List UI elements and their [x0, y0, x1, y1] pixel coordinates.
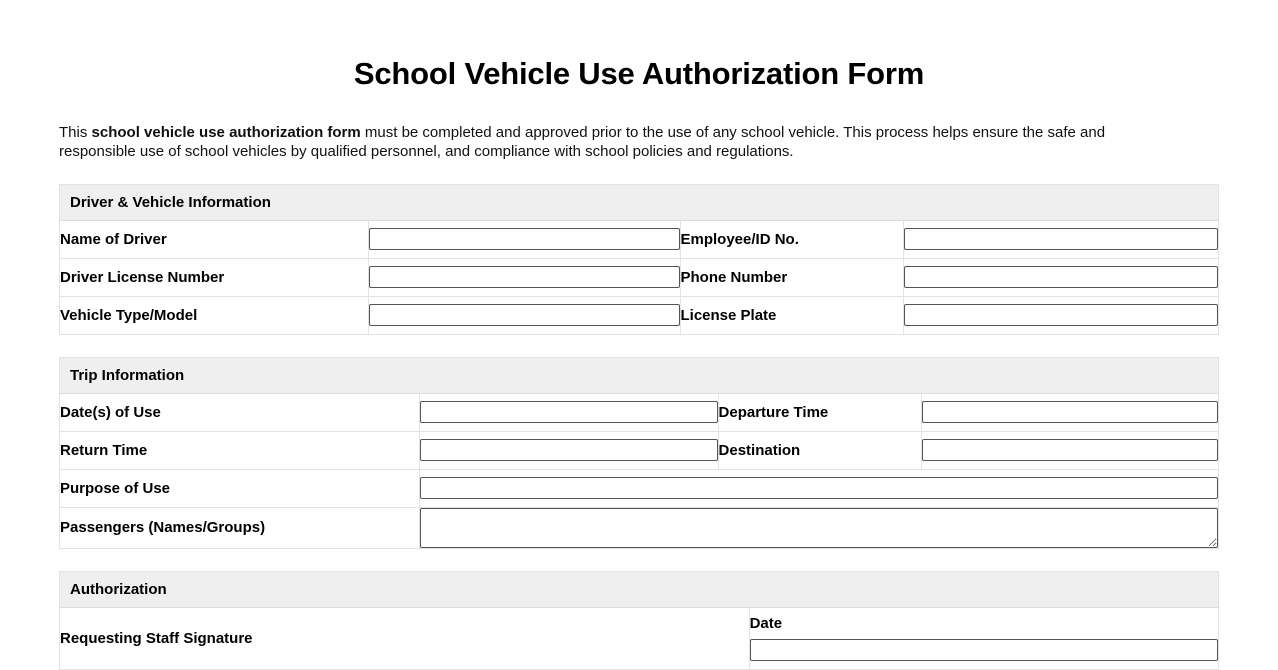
intro-suffix: must be completed and approved prior to the use of any school vehicle. This process helps ensure the safe and responsible use of school vehicles by qualified personnel, and compliance with school policies and regulations.: [59, 123, 1106, 160]
field-cell-destination: [921, 431, 1218, 469]
field-cell-requesting-staff-signature: [60, 607, 750, 669]
field-label-purpose-of-use: Purpose of Use: [60, 469, 420, 507]
return-time-input[interactable]: [420, 439, 717, 461]
field-cell-license-plate: [903, 296, 1218, 334]
name-of-driver-input[interactable]: [369, 228, 679, 250]
field-cell-authorization-date: [749, 607, 1218, 669]
field-label-passengers: Passengers (Names/Groups): [60, 507, 420, 548]
table-row: [60, 431, 1219, 469]
page-title: School Vehicle Use Authorization Form: [353, 56, 925, 91]
field-cell-return-time: [420, 431, 718, 469]
field-cell-dates-of-use: [420, 393, 718, 431]
field-cell-vehicle-type-model: [369, 296, 680, 334]
field-cell-driver-license-number: [369, 258, 680, 296]
field-label-vehicle-type-model: Vehicle Type/Model: [60, 296, 369, 334]
section-header-authorization: Authorization: [60, 571, 1219, 607]
section-header-row: [60, 571, 1219, 607]
employee-id-no-input[interactable]: [904, 228, 1218, 250]
purpose-of-use-input[interactable]: [420, 477, 1218, 499]
driver-license-number-input[interactable]: [369, 266, 679, 288]
field-label-departure-time: Departure Time: [718, 393, 921, 431]
section-header-trip-information: Trip Information: [60, 357, 1219, 393]
dates-of-use-input[interactable]: [420, 401, 717, 423]
field-cell-purpose-of-use: [420, 469, 1219, 507]
intro-bold-phrase: school vehicle use authorization form: [91, 123, 361, 141]
vehicle-type-model-input[interactable]: [369, 304, 679, 326]
table-row: [60, 393, 1219, 431]
intro-paragraph: [59, 92, 1219, 161]
license-plate-input[interactable]: [904, 304, 1218, 326]
phone-number-input[interactable]: [904, 266, 1218, 288]
section-header-driver-vehicle: Driver & Vehicle Information: [60, 184, 1219, 220]
field-label-return-time: Return Time: [60, 431, 420, 469]
departure-time-input[interactable]: [922, 401, 1218, 423]
field-cell-phone-number: [903, 258, 1218, 296]
destination-input[interactable]: [922, 439, 1218, 461]
table-row: [60, 469, 1219, 507]
table-row: [60, 220, 1219, 258]
field-cell-passengers: [420, 507, 1219, 548]
field-label-phone-number: Phone Number: [680, 258, 903, 296]
field-label-requesting-staff-signature: Requesting Staff Signature: [60, 629, 253, 647]
field-label-destination: Destination: [718, 431, 921, 469]
section-header-row: [60, 184, 1219, 220]
field-label-license-plate: License Plate: [680, 296, 903, 334]
field-cell-employee-id-no: [903, 220, 1218, 258]
authorization-date-input[interactable]: [750, 639, 1218, 661]
intro-prefix: This: [59, 123, 92, 141]
section-header-row: [60, 357, 1219, 393]
field-label-dates-of-use: Date(s) of Use: [60, 393, 420, 431]
field-cell-name-of-driver: [369, 220, 680, 258]
driver-vehicle-section: [59, 184, 1219, 335]
field-label-date: Date: [749, 615, 783, 633]
table-row: [60, 258, 1219, 296]
table-row: [60, 296, 1219, 334]
field-label-driver-license-number: Driver License Number: [60, 258, 369, 296]
table-row: [60, 507, 1219, 548]
authorization-section: [59, 571, 1219, 670]
table-row: [60, 607, 1219, 669]
field-label-name-of-driver: Name of Driver: [60, 220, 369, 258]
passengers-textarea[interactable]: [420, 508, 1218, 548]
field-cell-departure-time: [921, 393, 1218, 431]
trip-information-section: [59, 357, 1219, 549]
field-label-employee-id-no: Employee/ID No.: [680, 220, 903, 258]
